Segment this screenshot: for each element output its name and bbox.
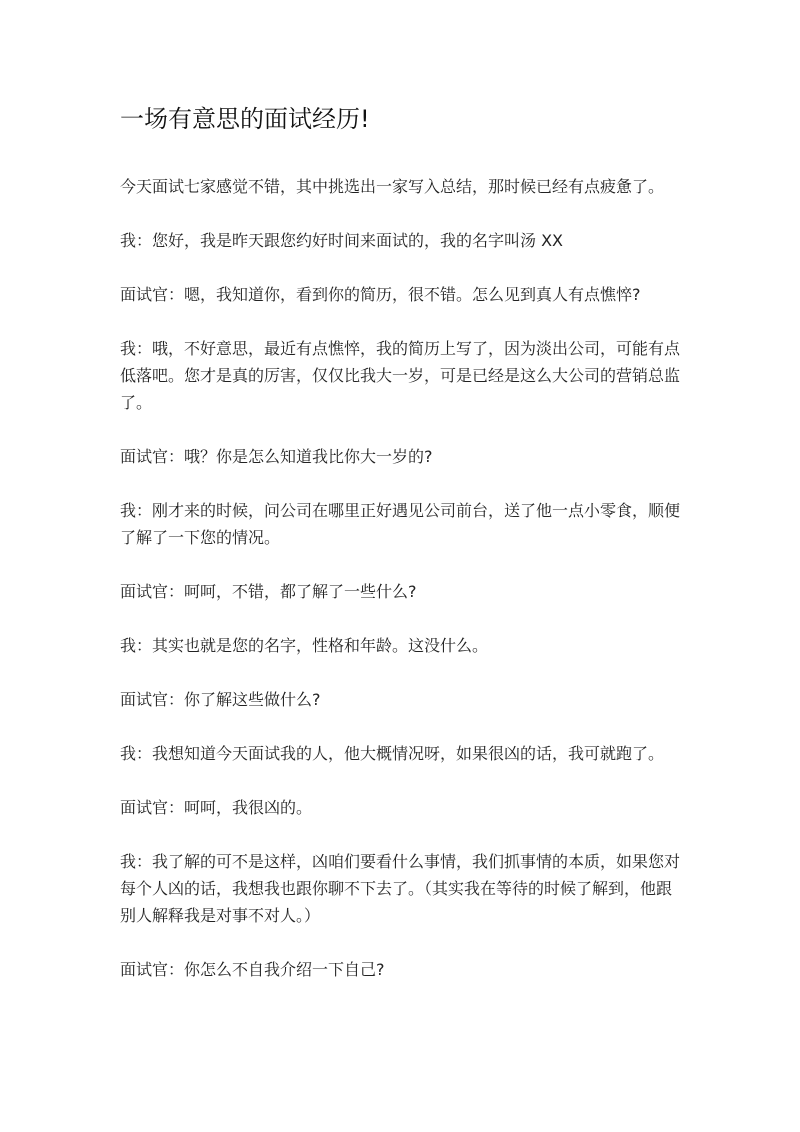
paragraph: 面试官：呵呵，不错，都了解了一些什么? <box>120 582 417 601</box>
paragraph: 我：哦，不好意思，最近有点憔悴，我的简历上写了，因为淡出公司，可能有点低落吧。您才是真的厉害，仅仅比我大一岁，可是已经是这么大公司的营销总监了。 <box>120 339 681 412</box>
paragraph: 我：您好，我是昨天跟您约好时间来面试的，我的名字叫汤 XX <box>120 231 564 250</box>
document-title: 一场有意思的面试经历! <box>120 105 370 133</box>
paragraph: 我：我了解的可不是这样，凶咱们要看什么事情，我们抓事情的本质，如果您对每个人凶的话，我想我也跟你聊不下去了。（其实我在等待的时候了解到，他跟别人解释我是对事不对人。） <box>120 852 681 925</box>
paragraph: 我：刚才来的时候，问公司在哪里正好遇见公司前台，送了他一点小零食，顺便了解了一下您的情况。 <box>120 501 681 547</box>
paragraph: 面试官：呵呵，我很凶的。 <box>120 798 313 817</box>
paragraph: 面试官：嗯，我知道你，看到你的简历，很不错。怎么见到真人有点憔悴? <box>120 285 641 304</box>
paragraph: 我：其实也就是您的名字，性格和年龄。这没什么。 <box>120 636 489 655</box>
paragraph: 今天面试七家感觉不错，其中挑选出一家写入总结，那时候已经有点疲惫了。 <box>120 177 665 196</box>
paragraph: 面试官：你怎么不自我介绍一下自己? <box>120 960 385 979</box>
paragraph: 面试官：哦？你是怎么知道我比你大一岁的? <box>120 447 433 466</box>
paragraph: 面试官：你了解这些做什么? <box>120 690 321 709</box>
document-body <box>120 173 686 1010</box>
paragraph: 我：我想知道今天面试我的人，他大概情况呀，如果很凶的话，我可就跑了。 <box>120 744 665 763</box>
